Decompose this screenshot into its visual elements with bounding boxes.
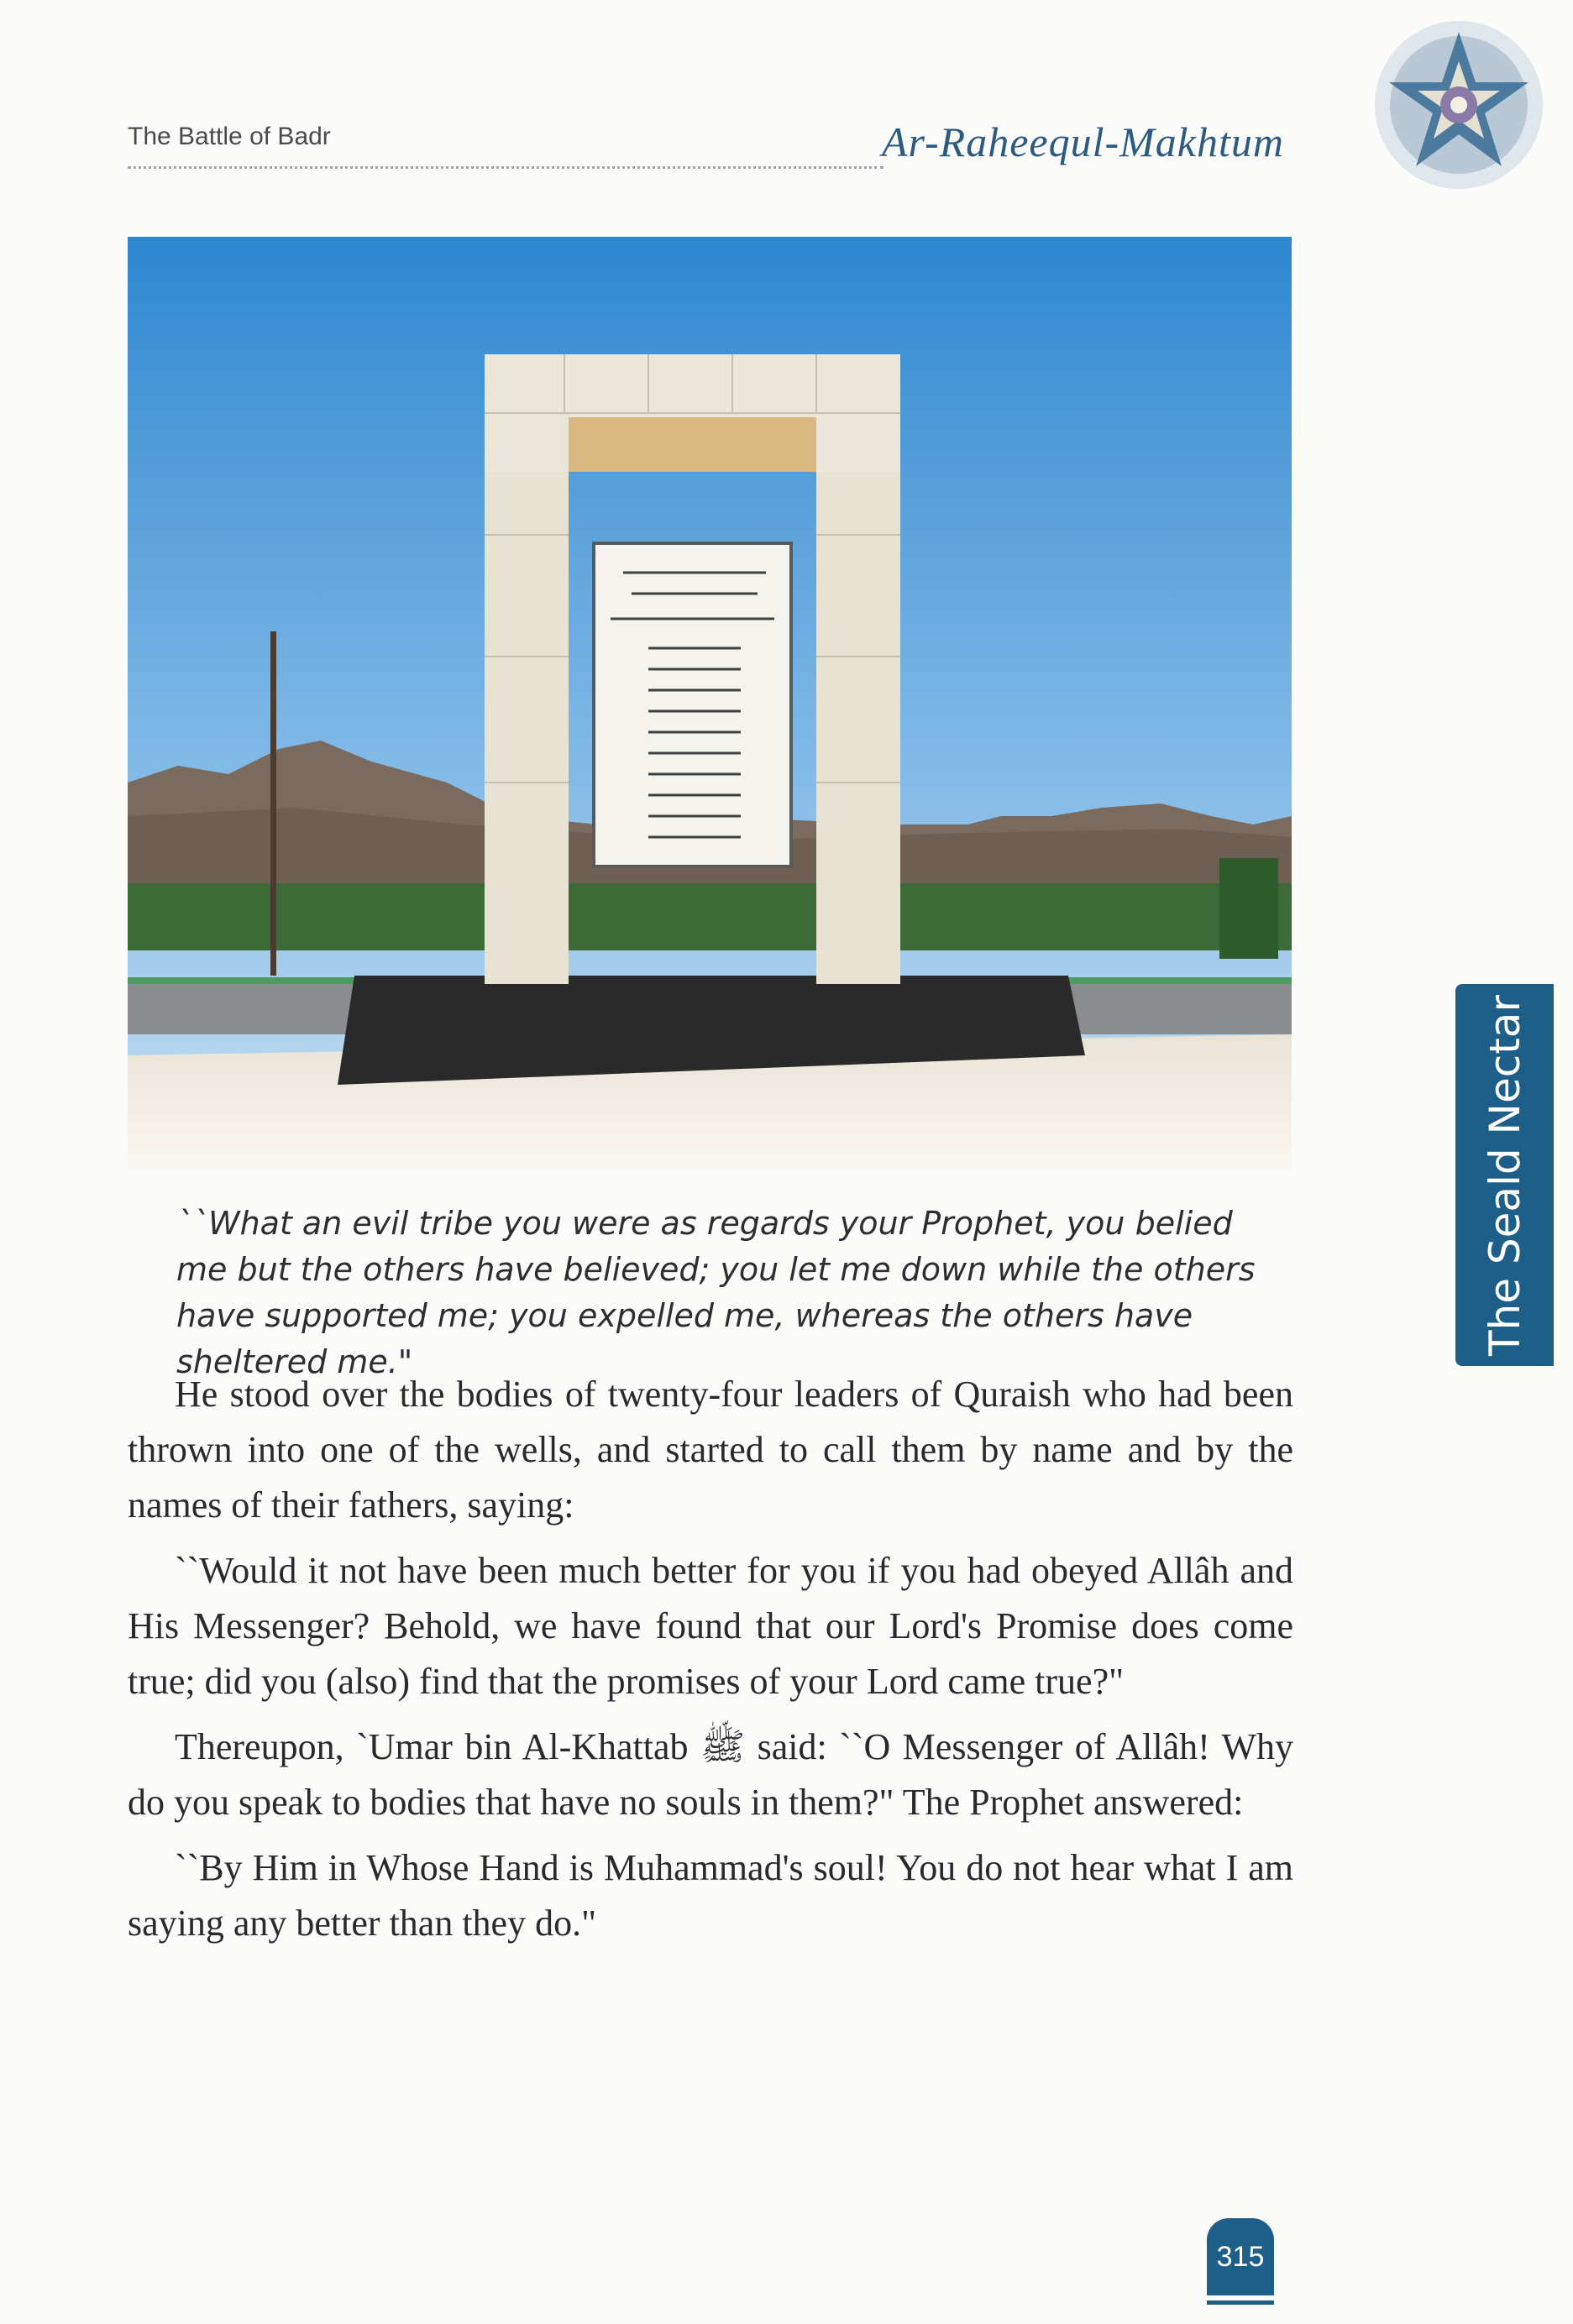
inscription-plaque: [594, 543, 791, 866]
ornament-icon: [1365, 15, 1554, 196]
pole: [270, 631, 276, 976]
badr-monument-photo: [128, 237, 1292, 1170]
body-text: [128, 1367, 1293, 1961]
paragraph-1: He stood over the bodies of twenty-four leaders of Quraish who had been thrown into one of the wells, and started to call them by name and by the names of their fathers, saying:: [128, 1374, 1293, 1526]
paragraph-2: ``Would it not have been much better for you if you had obeyed Allâh and His Messenger? Behold, we have found that our Lord's Promise does come true; did you (also) find that the promises of your Lord came true?": [128, 1550, 1293, 1702]
side-tab: [1455, 984, 1554, 1366]
side-tab-label: The Seald Nectar: [1480, 994, 1529, 1356]
book-title: Ar-Raheequl-Makhtum: [882, 118, 1284, 165]
trees: [128, 883, 1292, 950]
quote-caption: ``What an evil tribe you were as regards your Prophet, you belied me but the others have believed; you let me down while the others have supported me; you expelled me, whereas the others have sheltered me.": [176, 1205, 1256, 1380]
section-title: The Battle of Badr: [128, 123, 331, 150]
paragraph-4: ``By Him in Whose Hand is Muhammad's soul! You do not hear what I am saying any better than they do.": [128, 1847, 1293, 1944]
page-number-underline: [1207, 2300, 1274, 2305]
page-number: 315: [1216, 2241, 1265, 2273]
header-divider: [128, 166, 884, 169]
page-number-badge: [1207, 2218, 1274, 2295]
paragraph-3: Thereupon, `Umar bin Al-Khattab ﷺ said: ``O Messenger of Allâh! Why do you speak to bodies that have no souls in them?" The Prophet answered:: [128, 1726, 1293, 1823]
